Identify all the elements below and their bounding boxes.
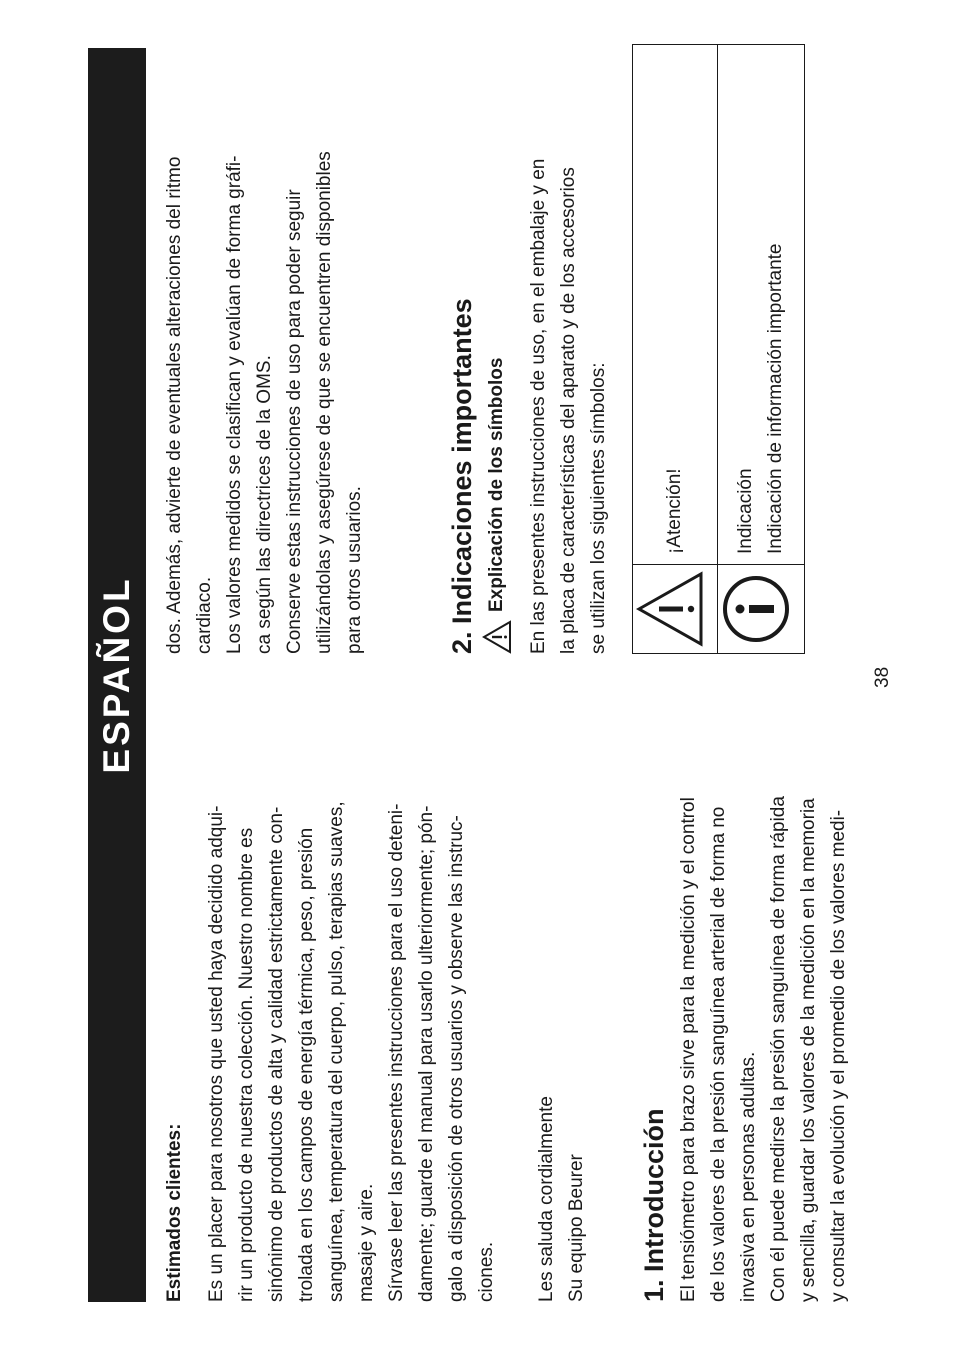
section-1-line: Con él puede medirse la presión sanguínea de forma rápida (768, 796, 789, 1302)
symbol-text: ¡Atención! (664, 468, 685, 554)
continuation-line: dos. Además, advierte de eventuales alteraciones del ritmo (164, 156, 185, 654)
symbol-cell (718, 565, 805, 654)
intro-line: damente; guarde el manual para usarlo ulteriormente; pón- (416, 805, 437, 1302)
closing-line: Su equipo Beurer (566, 1154, 587, 1302)
info-icon (720, 573, 792, 645)
symbols-subheading (482, 44, 512, 654)
left-column (160, 682, 854, 1302)
intro-line: ciones. (476, 1241, 497, 1302)
continuation-line: Conserve estas instrucciones de uso para poder seguir (284, 189, 305, 654)
symbols-intro-line: En las presentes instrucciones de uso, en el embalaje y en (528, 158, 549, 654)
section-2-title: 2. Indicaciones importantes (447, 298, 477, 654)
symbol-text: Indicación (735, 468, 756, 554)
table-row (633, 45, 718, 654)
intro-line: sanguínea, temperatura del cuerpo, pulso, terapias suaves, (326, 801, 347, 1302)
warning-triangle-icon (482, 620, 512, 654)
continuation-line: para otros usuarios. (344, 486, 365, 654)
section-1-line: de los valores de la presión sanguínea arterial de forma no (708, 806, 729, 1302)
continuation-line: cardiaco. (194, 576, 215, 654)
symbols-heading-text: Explicación de los símbolos (486, 357, 507, 612)
page-number: 38 (872, 666, 893, 688)
symbol-text: Indicación de información importante (765, 243, 786, 554)
symbols-intro-line: se utilizan los siguientes símbolos: (588, 362, 609, 654)
section-1-line: y sencilla, guardar los valores de la medición en la memoria (798, 798, 819, 1302)
continuation-line: utilizándolas y asegúrese de que se encuentren disponibles (314, 151, 335, 654)
table-row (718, 45, 805, 654)
section-1-title: 1. Introducción (639, 1108, 669, 1302)
symbol-description (718, 45, 805, 565)
symbol-cell (633, 565, 718, 654)
intro-line: Sírvase leer las presentes instrucciones para el uso deteni- (386, 803, 407, 1302)
right-column (160, 44, 805, 654)
symbols-intro-line: la placa de características del aparato y de los accesorios (558, 167, 579, 654)
intro-line: masaje y aire. (356, 1183, 377, 1302)
symbol-description (633, 45, 718, 565)
language-banner (88, 48, 146, 1302)
section-1-line: El tensiómetro para brazo sirve para la medición y el control (678, 797, 699, 1302)
page-title: ESPAÑOL (96, 576, 137, 774)
continuation-line: Los valores medidos se clasifican y evalúan de forma gráfi- (224, 155, 245, 654)
section-1-line: invasiva en personas adultas. (738, 1051, 759, 1302)
intro-line: galo a disposición de otros usuarios y observe las instruc- (446, 815, 467, 1302)
continuation-line: ca según las directrices de la OMS. (254, 355, 275, 654)
intro-line: rir un producto de nuestra colección. Nuestro nombre es (236, 827, 257, 1302)
warning-triangle-icon (635, 570, 705, 648)
intro-line: trolada en los campos de energía térmica, peso, presión (296, 827, 317, 1302)
section-1-line: y consultar la evolución y el promedio de los valores medi- (828, 809, 849, 1302)
closing-line: Les saluda cordialmente (536, 1096, 557, 1302)
symbols-table (632, 44, 805, 654)
intro-line: sinónimo de productos de alta y calidad estrictamente con- (266, 806, 287, 1302)
intro-line: Es un placer para nosotros que usted haya decidido adqui- (206, 805, 227, 1302)
greeting: Estimados clientes: (164, 1123, 185, 1302)
